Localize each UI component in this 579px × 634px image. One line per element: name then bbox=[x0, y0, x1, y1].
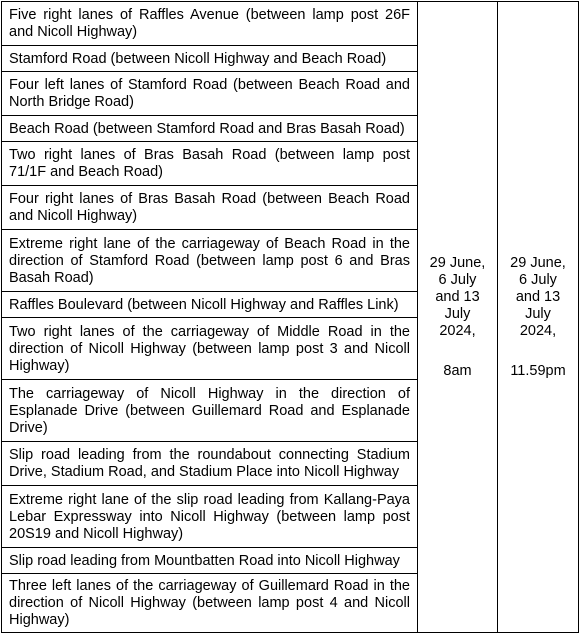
road-cell: Beach Road (between Stamford Road and Bras Basah Road) bbox=[2, 116, 418, 142]
road-cell: Two right lanes of the carriageway of Middle Road in the direction of Nicoll Highway (between lamp post 3 and Nicoll Highway) bbox=[2, 318, 418, 380]
road-cell: Four right lanes of Bras Basah Road (between Beach Road and Nicoll Highway) bbox=[2, 186, 418, 230]
start-date-line: and 13 bbox=[435, 289, 480, 305]
end-date-line: 29 June, bbox=[510, 255, 566, 271]
spacer bbox=[505, 340, 571, 363]
road-cell: Two right lanes of Bras Basah Road (between lamp post 71/1F and Beach Road) bbox=[2, 142, 418, 186]
end-time-cell bbox=[498, 2, 579, 633]
start-date-line: July bbox=[444, 306, 471, 322]
end-time: 11.59pm bbox=[510, 363, 566, 379]
end-date-line: 6 July bbox=[519, 272, 557, 288]
road-cell: Extreme right lane of the slip road leading from Kallang-Paya Lebar Expressway into Nicoll Highway (between lamp post 20S19 and Nicoll Highway) bbox=[2, 486, 418, 548]
end-date-line: July bbox=[525, 306, 551, 322]
road-closure-table bbox=[1, 1, 579, 633]
road-cell: Three left lanes of the carriageway of Guillemard Road in the direction of Nicoll Highway (between lamp post 4 and Nicoll Highway) bbox=[2, 574, 418, 633]
start-time-cell bbox=[418, 2, 498, 633]
start-date-line: 29 June, bbox=[429, 255, 486, 271]
road-cell: Five right lanes of Raffles Avenue (between lamp post 26F and Nicoll Highway) bbox=[2, 2, 418, 46]
end-date-line: 2024, bbox=[519, 323, 557, 339]
road-cell: Raffles Boulevard (between Nicoll Highway and Raffles Link) bbox=[2, 292, 418, 318]
road-cell: Stamford Road (between Nicoll Highway and Beach Road) bbox=[2, 46, 418, 72]
start-date-line: 2024, bbox=[439, 323, 476, 339]
table-row bbox=[2, 2, 579, 46]
end-date-line: and 13 bbox=[515, 289, 561, 305]
road-cell: Slip road leading from Mountbatten Road into Nicoll Highway bbox=[2, 548, 418, 574]
road-cell: Slip road leading from the roundabout connecting Stadium Drive, Stadium Road, and Stadium Place into Nicoll Highway bbox=[2, 442, 418, 486]
road-cell: Extreme right lane of the carriageway of Beach Road in the direction of Stamford Road (between lamp post 6 and Bras Basah Road) bbox=[2, 230, 418, 292]
road-cell: Four left lanes of Stamford Road (between Beach Road and North Bridge Road) bbox=[2, 72, 418, 116]
spacer bbox=[425, 340, 490, 363]
road-cell: The carriageway of Nicoll Highway in the direction of Esplanade Drive (between Guillemard Road and Esplanade Drive) bbox=[2, 380, 418, 442]
start-date-line: 6 July bbox=[438, 272, 477, 288]
start-time: 8am bbox=[443, 363, 472, 379]
